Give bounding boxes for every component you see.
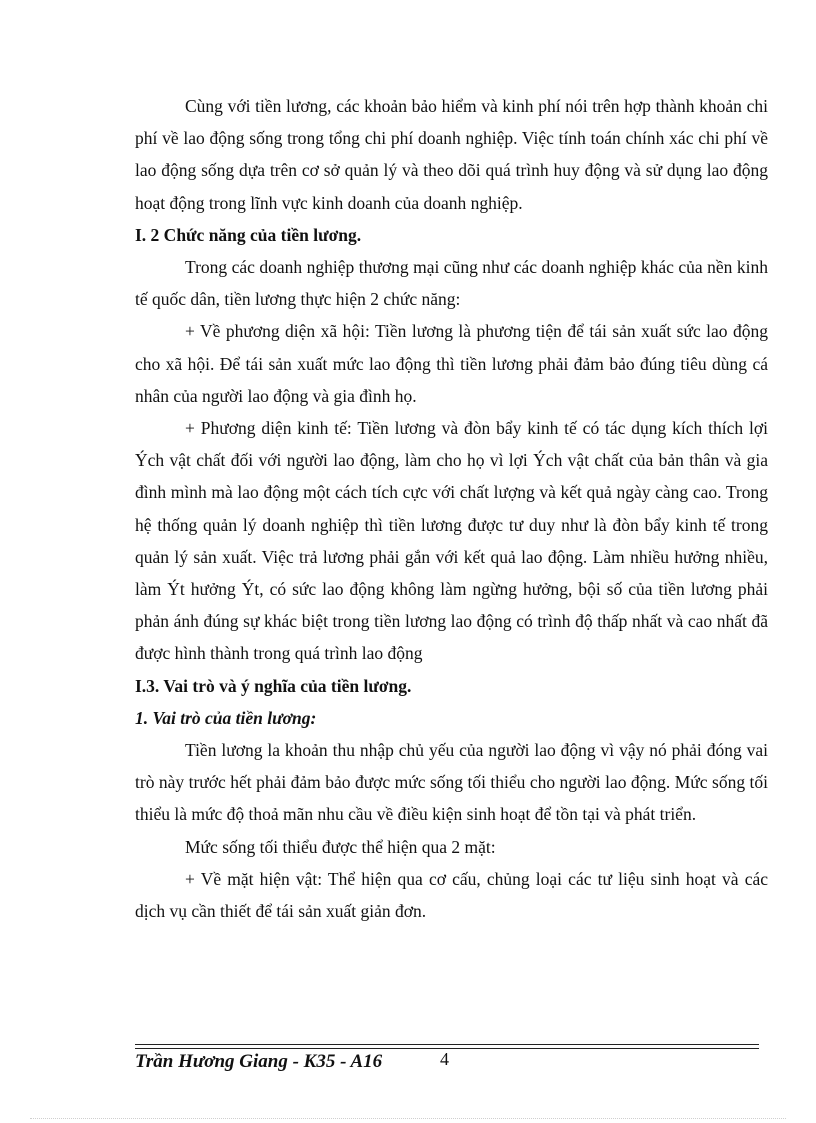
page-number: 4 [440, 1049, 449, 1069]
page-bottom-dotted-edge [30, 1118, 786, 1119]
footer-author: Trần Hương Giang - K35 - A16 [135, 1051, 383, 1072]
paragraph-economic-aspect: + Phương diện kinh tế: Tiền lương và đòn bẩy kinh tế có tác dụng kích thích lợi Ých vật chất đối với người lao động, làm cho họ vì lợi Ých vật chất của bản thân và gia đình mình mà lao động một cách tích cực với chất lượng và kết quả ngày càng cao. Trong hệ thống quản lý doanh nghiệp thì tiền lương được tư duy như là đòn bẩy kinh tế trong quản lý sản xuất. Việc trả lương phải gắn với kết quả lao động. Làm nhiều hưởng nhiều, làm Ýt hưởng Ýt, có sức lao động không làm ngừng hưởng, bội số của tiền lương phải phản ánh đúng sự khác biệt trong tiền lương lao động có trình độ thấp nhất và cao nhất đã được hình thành trong quá trình lao động [135, 418, 768, 664]
paragraph-labor-cost: Cùng với tiền lương, các khoản bảo hiểm và kinh phí nói trên hợp thành khoản chi phí về lao động sống trong tổng chi phí doanh nghiệp. Việc tính toán chính xác chi phí về lao động sống dựa trên cơ sở quản lý và theo dõi quá trình huy động và sử dụng lao động hoạt động trong lĩnh vực kinh doanh của doanh nghiệp. [135, 96, 768, 213]
page-body [135, 90, 768, 927]
paragraph-minimum-living: Tiền lương la khoản thu nhập chủ yếu của người lao động vì vậy nó phải đóng vai trò này trước hết phải đảm bảo được mức sống tối thiểu cho người lao động. Mức sống tối thiểu là mức độ thoả mãn nhu cầu về điều kiện sinh hoạt để tồn tại và phát triển. [135, 740, 768, 825]
section-heading-role-meaning: I.3. Vai trò và ý nghĩa của tiền lương. [135, 675, 412, 696]
paragraph-two-aspects: Mức sống tối thiểu được thể hiện qua 2 mặt: [185, 836, 496, 857]
section-heading-functions: I. 2 Chức năng của tiền lương. [135, 224, 362, 245]
paragraph-social-aspect: + Về phương diện xã hội: Tiền lương là phương tiện để tái sản xuất sức lao động cho xã hội. Để tái sản xuất mức lao động thì tiền lương phải đảm bảo đúng tiêu dùng cá nhân của người lao động và gia đình họ. [135, 321, 768, 406]
paragraph-material-aspect: + Về mặt hiện vật: Thể hiện qua cơ cấu, chủng loại các tư liệu sinh hoạt và các dịch vụ cần thiết để tái sản xuất giản đơn. [135, 868, 768, 922]
subsection-heading-role: 1. Vai trò của tiền lương: [135, 707, 317, 728]
paragraph-two-functions: Trong các doanh nghiệp thương mại cũng như các doanh nghiệp khác của nền kinh tế quốc dân, tiền lương thực hiện 2 chức năng: [135, 257, 768, 310]
